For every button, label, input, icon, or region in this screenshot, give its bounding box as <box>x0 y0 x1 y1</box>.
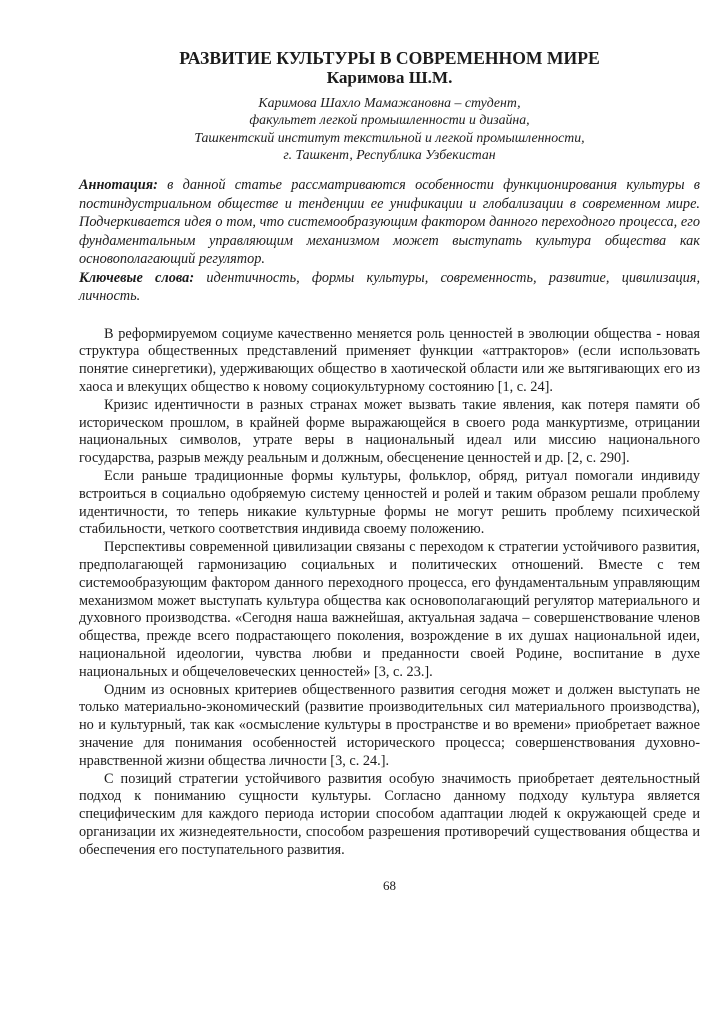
affiliation-line-institute: Ташкентский институт текстильной и легкой промышленности, <box>194 129 585 145</box>
body-paragraph-6: С позиций стратегии устойчивого развития особую значимость приобретает деятельностный подход к пониманию сущности культуры. Согласно данному подходу культура является специфическим для каждого периода истории способом адаптации людей к окружающей среде и организации их жизнедеятельности, способом разрешения противоречий существования общества и обеспечения его поступательного развития. <box>79 770 700 858</box>
abstract-paragraph <box>79 176 700 269</box>
body-paragraph-3: Если раньше традиционные формы культуры, фольклор, обряд, ритуал помогали индивиду встроиться в социально одобряемую систему ценностей и ролей и таким образом решали проблему идентичности, то теперь никакие культурные формы не могут решить проблему психической стабильности, четкого соответствия индивида своему положению. <box>79 468 700 538</box>
body-paragraph-1: В реформируемом социуме качественно меняется роль ценностей в эволюции общества - новая структура общественных представлений применяет функции «аттракторов» (если использовать понятие синергетики), удерживающих общество в хаотической области или же вытягивающих его из хаоса и влекущих общество к новому социокультурному состоянию [1, с. 24]. <box>79 325 700 396</box>
keywords-label: Ключевые слова: <box>79 269 195 286</box>
keywords-text: идентичность, формы культуры, современность, развитие, цивилизация, личность. <box>79 269 701 305</box>
article-author: Каримова Ш.М. <box>326 68 453 87</box>
affiliation-line-name: Каримова Шахло Мамажановна – студент, <box>258 95 521 110</box>
keywords-paragraph <box>79 269 700 306</box>
abstract-block <box>79 176 700 306</box>
abstract-text: в данной статье рассматриваются особенности функционирования культуры в постиндустриальном обществе и тенденции ее унификации и глобализации в современном мире. Подчеркивается идея о том, что системообразующим фактором данного переходного процесса, его фундаментальным управляющим механизмом может выступать культура общества как основополагающий регулятор. <box>79 177 701 268</box>
affiliation-line-faculty: факультет легкой промышленности и дизайна, <box>249 112 530 128</box>
page-number: 68 <box>383 877 396 893</box>
body-paragraph-4: Перспективы современной цивилизации связаны с переходом к стратегии устойчивого развития, предполагающей гармонизацию социальных и политических отношений. Вместе с тем системообразующим фактором данного переходного процесса, его фундаментальным управляющим механизмом может выступать культура общества как основополагающий регулятор материального и духовного производства. «Сегодня наша важнейшая, актуальная задача – совершенствование членов общества, прежде всего подрастающего поколения, возрождение в их душах национальной идеи, национальной идеологии, чувства любви и преданности своей Родине, воспитание в духе национальных и общечеловеческих ценностей» [3, с. 23.]. <box>79 539 700 680</box>
article-title: РАЗВИТИЕ КУЛЬТУРЫ В СОВРЕМЕННОМ МИРЕ <box>179 48 600 68</box>
body-paragraph-2: Кризис идентичности в разных странах может вызвать такие явления, как потеря памяти об историческом прошлом, в крайней форме выражающейся в своего рода манкуртизме, отрицании национальных символов, утрате веры в национальный идеал или миссию национального государства, разрыв между реальным и должным, обесценение ценностей и др. [2, с. 290]. <box>79 396 700 467</box>
affiliation-block <box>79 94 700 163</box>
abstract-label: Аннотация: <box>79 177 158 194</box>
body-paragraph-5: Одним из основных критериев общественного развития сегодня может и должен выступать не только материально-экономический (развитие производительных сил материального производства), но и культурный, так как «осмысление культуры в пространстве и во времени» приобретает важное значение для понимания особенностей исторического процесса; совершенствования духовно-нравственной жизни общества личности [3, с. 24.]. <box>79 681 700 769</box>
article-body <box>79 326 700 860</box>
affiliation-line-city: г. Ташкент, Республика Узбекистан <box>283 146 496 162</box>
